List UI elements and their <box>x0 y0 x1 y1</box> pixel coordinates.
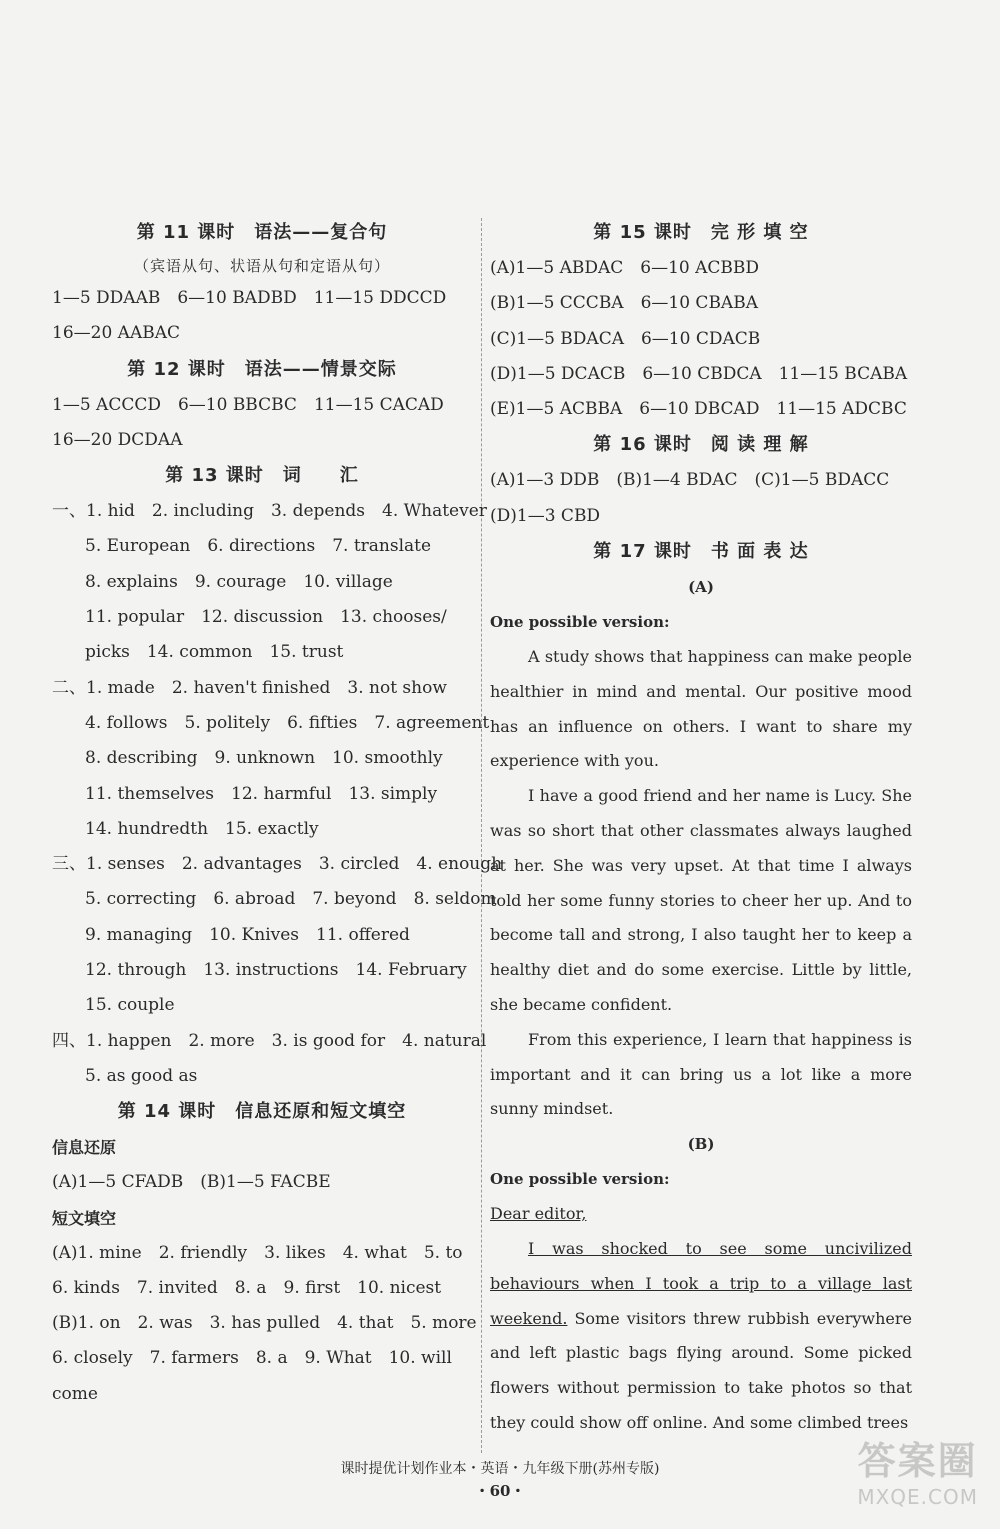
lesson-11-subtitle: （宾语从句、状语从句和定语从句） <box>133 257 390 275</box>
answer-line: 1—5 DDAAB 6—10 BADBD 11—15 DDCCD <box>52 288 447 308</box>
answer-line: (C)1—5 BDACA 6—10 CDACB <box>490 328 761 349</box>
answer-line: (B)1. on 2. was 3. has pulled 4. that 5. more <box>52 1313 477 1334</box>
answer-line: (A)1—3 DDB (B)1—4 BDAC (C)1—5 BDACC <box>490 470 890 491</box>
section-label: 短文填空 <box>52 1208 117 1228</box>
answer-line: (A)1. mine 2. friendly 3. likes 4. what 5. to <box>52 1242 463 1263</box>
letter-greeting: Dear editor, <box>490 1204 587 1224</box>
underlined-sentence: I was shocked to see some uncivilized behaviours when I took a trip to a village last weekend. <box>490 1239 912 1328</box>
answer-line: 1—5 ACCCD 6—10 BBCBC 11—15 CACAD <box>52 394 444 415</box>
left-column <box>52 215 503 1412</box>
answer-line: 14. hundredth 15. exactly <box>85 818 319 839</box>
lesson-12-title: 第 12 课时 语法——情景交际 <box>127 358 397 380</box>
answer-line: 四、1. happen 2. more 3. is good for 4. natural <box>52 1030 487 1051</box>
paragraph-text: Some visitors threw rubbish everywhere and left plastic bags flying around. Some picked flowers without permission to take photos so that they could show off online. And some climbed trees <box>490 1308 912 1433</box>
answer-line: (D)1—5 DCACB 6—10 CBDCA 11—15 BCABA <box>490 363 908 384</box>
answer-line: 4. follows 5. politely 6. fifties 7. agreement <box>85 712 490 733</box>
answer-line: 8. explains 9. courage 10. village <box>85 571 393 592</box>
essay-paragraph: I have a good friend and her name is Lucy. She was so short that other classmates always laughed at her. She was very upset. At that time I always told her some funny stories to cheer her up. And to become tall and strong, I also taught her to keep a healthy diet and do some exercise. Little by little, she became confident. <box>490 786 912 1015</box>
answer-line: come <box>52 1383 98 1404</box>
lesson-14-title: 第 14 课时 信息还原和短文填空 <box>117 1101 407 1123</box>
version-label: One possible version: <box>490 613 670 632</box>
watermark <box>857 1430 978 1509</box>
lesson-17-title: 第 17 课时 书 面 表 达 <box>593 541 809 563</box>
answer-line: 9. managing 10. Knives 11. offered <box>85 924 410 945</box>
lesson-11-title: 第 11 课时 语法——复合句 <box>136 222 388 243</box>
column-divider <box>481 218 482 1453</box>
lesson-13-title: 第 13 课时 词 汇 <box>165 465 359 487</box>
answer-line: 一、1. hid 2. including 3. depends 4. Whatever <box>52 501 487 522</box>
lesson-15-title: 第 15 课时 完 形 填 空 <box>593 222 809 243</box>
answer-line: 11. popular 12. discussion 13. chooses/ <box>85 607 447 628</box>
version-label: One possible version: <box>490 1170 670 1189</box>
page-number: ・60・ <box>474 1482 526 1500</box>
essay-paragraph <box>490 1232 912 1441</box>
answer-line: 16—20 AABAC <box>52 323 180 344</box>
lesson-16-title: 第 16 课时 阅 读 理 解 <box>593 434 809 456</box>
answer-line: 5. European 6. directions 7. translate <box>85 536 432 557</box>
part-a-label: (A) <box>688 578 714 597</box>
answer-line: 5. correcting 6. abroad 7. beyond 8. seldom <box>85 889 497 910</box>
book-title-footer: 课时提优计划作业本・英语・九年级下册(苏州专版) <box>340 1461 660 1477</box>
answer-line: (E)1—5 ACBBA 6—10 DBCAD 11—15 ADCBC <box>490 399 907 420</box>
watermark-url: MXQE.COM <box>857 1485 978 1509</box>
answer-line: 6. closely 7. farmers 8. a 9. What 10. will <box>52 1348 452 1369</box>
answer-line: 11. themselves 12. harmful 13. simply <box>85 783 438 804</box>
part-b-label: (B) <box>687 1135 715 1154</box>
watermark-text: 答案圈 <box>857 1439 978 1483</box>
answer-line: (D)1—3 CBD <box>490 505 601 526</box>
answer-line: (B)1—5 CCCBA 6—10 CBABA <box>490 293 758 314</box>
answer-line: 6. kinds 7. invited 8. a 9. first 10. nicest <box>52 1277 442 1298</box>
answer-line: (A)1—5 ABDAC 6—10 ACBBD <box>490 258 760 278</box>
answer-line: 12. through 13. instructions 14. February <box>85 960 467 981</box>
section-label: 信息还原 <box>52 1138 117 1158</box>
essay-paragraph: A study shows that happiness can make people healthier in mind and mental. Our positive mood has an influence on others. I want to share my experience with you. <box>490 647 912 771</box>
right-column <box>490 215 912 1441</box>
answer-line: picks 14. common 15. trust <box>85 642 344 663</box>
answer-line: (A)1—5 CFADB (B)1—5 FACBE <box>52 1172 331 1193</box>
answer-line: 16—20 DCDAA <box>52 429 183 450</box>
answer-line: 15. couple <box>85 995 175 1016</box>
answer-line: 8. describing 9. unknown 10. smoothly <box>85 748 443 769</box>
answer-line: 二、1. made 2. haven't finished 3. not show <box>52 677 447 698</box>
answer-line: 三、1. senses 2. advantages 3. circled 4. enough <box>52 854 503 875</box>
answer-line: 5. as good as <box>85 1065 198 1086</box>
essay-paragraph: From this experience, I learn that happiness is important and it can bring us a lot like a more sunny mindset. <box>490 1029 912 1119</box>
